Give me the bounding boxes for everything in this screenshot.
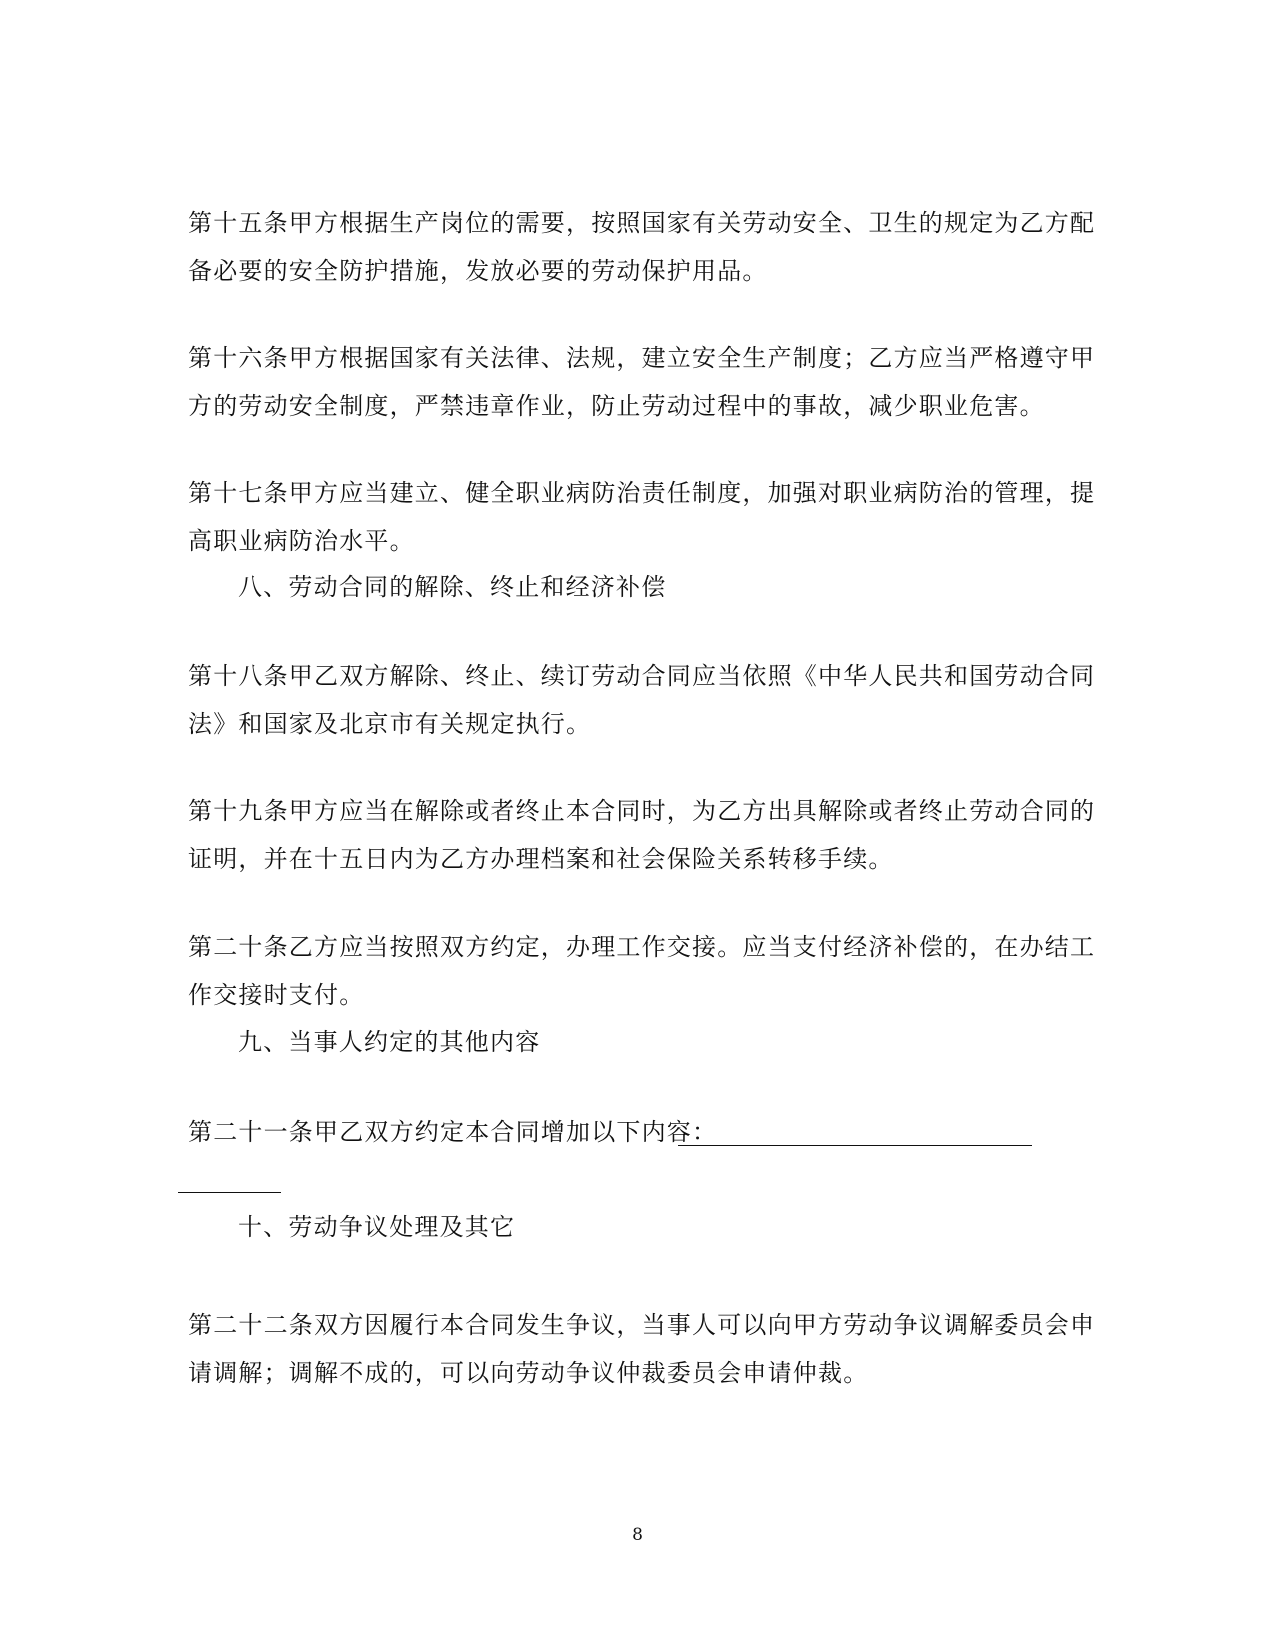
section-8-heading: 八、劳动合同的解除、终止和经济补偿 [238,573,667,601]
section-10-heading: 十、劳动争议处理及其它 [238,1213,516,1241]
article-17-line-2: 高职业病防治水平。 [188,527,415,555]
article-20-line-1: 第二十条乙方应当按照双方约定，办理工作交接。应当支付经济补偿的，在办结工 [188,933,1096,961]
article-17-line-1: 第十七条甲方应当建立、健全职业病防治责任制度，加强对职业病防治的管理，提 [188,479,1096,507]
article-15-line-1: 第十五条甲方根据生产岗位的需要，按照国家有关劳动安全、卫生的规定为乙方配 [188,209,1096,237]
article-18-line-2: 法》和国家及北京市有关规定执行。 [188,710,592,738]
article-21-line-1: 第二十一条甲乙双方约定本合同增加以下内容： [188,1118,718,1146]
article-21-fill-blank-line-1 [678,1145,1032,1146]
article-21-fill-blank-line-2 [178,1192,281,1193]
article-15-line-2: 备必要的安全防护措施，发放必要的劳动保护用品。 [188,257,768,285]
article-16-line-2: 方的劳动安全制度，严禁违章作业，防止劳动过程中的事故，减少职业危害。 [188,392,1045,420]
page-number: 8 [632,1525,643,1545]
article-19-line-1: 第十九条甲方应当在解除或者终止本合同时，为乙方出具解除或者终止劳动合同的 [188,797,1096,825]
article-20-line-2: 作交接时支付。 [188,981,365,1009]
article-18-line-1: 第十八条甲乙双方解除、终止、续订劳动合同应当依照《中华人民共和国劳动合同 [188,662,1096,690]
article-16-line-1: 第十六条甲方根据国家有关法律、法规，建立安全生产制度；乙方应当严格遵守甲 [188,344,1096,372]
article-22-line-2: 请调解；调解不成的，可以向劳动争议仲裁委员会申请仲裁。 [188,1359,869,1387]
article-22-line-1: 第二十二条双方因履行本合同发生争议，当事人可以向甲方劳动争议调解委员会申 [188,1311,1096,1339]
article-19-line-2: 证明，并在十五日内为乙方办理档案和社会保险关系转移手续。 [188,845,894,873]
section-9-heading: 九、当事人约定的其他内容 [238,1028,541,1056]
